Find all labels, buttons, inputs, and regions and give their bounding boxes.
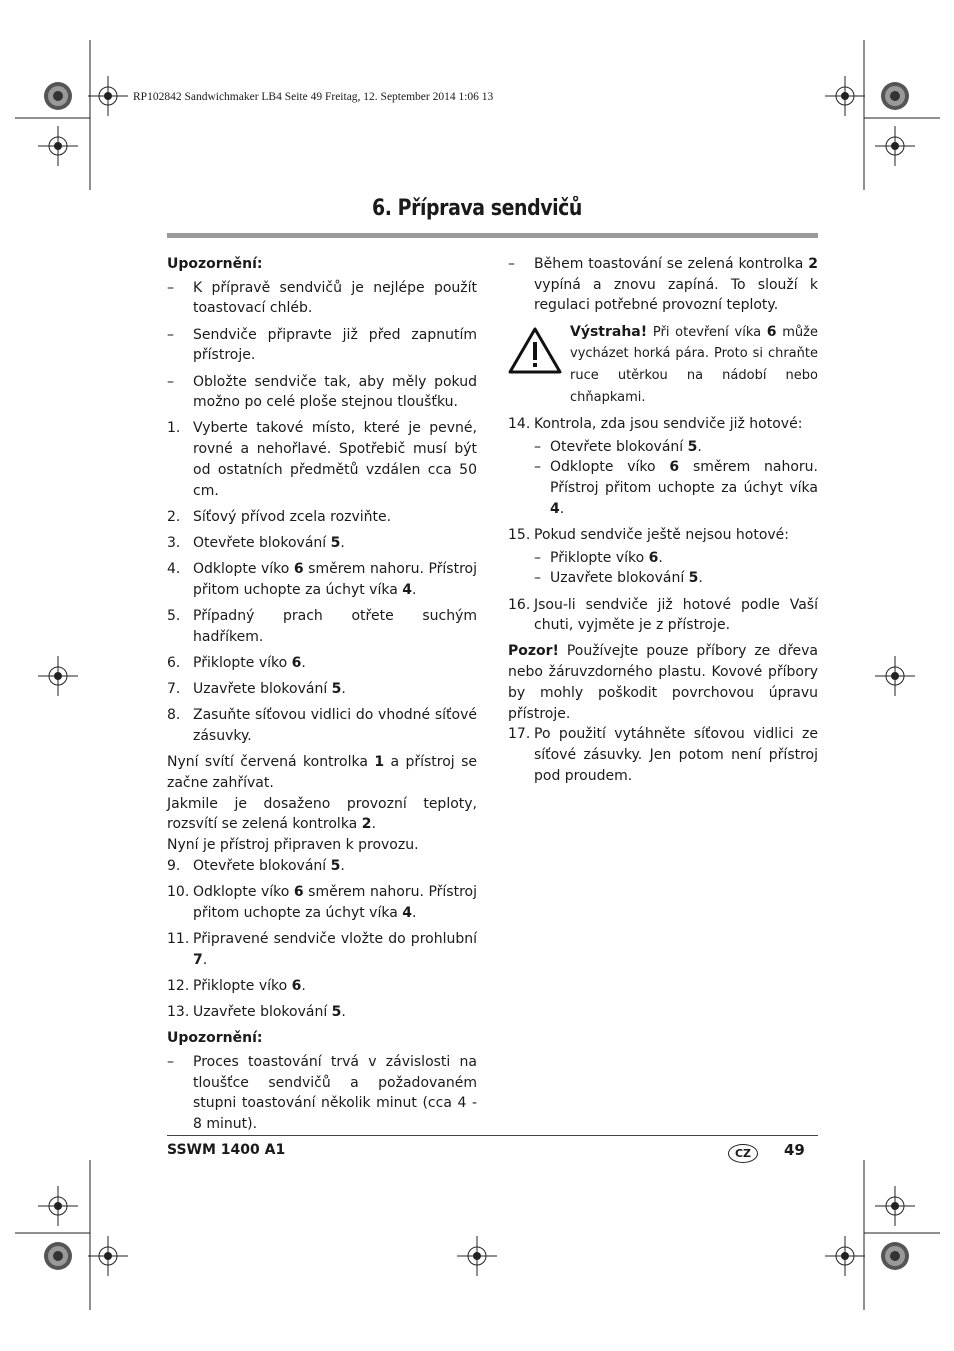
step8-paragraph-2: Jakmile je dosaženo provozní teploty, rozsvítí se zelená kontrolka 2. [167, 795, 477, 833]
step-item: 10. Odklopte víko 6 směrem nahoru. Přístroj přitom uchopte za úchyt víka 4. [167, 883, 477, 921]
sub-step-item: – Přiklopte víko 6. [534, 549, 663, 566]
sub-step-item: – Odklopte víko 6 směrem nahoru. Přístroj přitom uchopte za úchyt víka 4. [534, 459, 818, 517]
step-item: 8. Zasuňte síťovou vidlici do vhodné síťové zásuvky. [167, 707, 477, 745]
step8-paragraph-1: Nyní svítí červená kontrolka 1 a přístroj se začne zahřívat. [167, 754, 477, 791]
step-item: 6. Přiklopte víko 6. [167, 654, 306, 671]
note-item: – Proces toastování trvá v závislosti na tloušťce sendvičů a požadovaném stupni toastování několik minut (cca 4 - 8 minut). [167, 1053, 477, 1133]
step-item: 2. Síťový přívod zcela rozviňte. [167, 508, 392, 525]
step-16: 16. Jsou-li sendviče již hotové podle Vaší chuti, vyjměte je z přístroje. [508, 596, 818, 634]
step-item: 1. Vyberte takové místo, které je pevné, rovné a nehořlavé. Spotřebič musí být od ostatních předmětů vzdálen cca 50 cm. [167, 420, 477, 499]
page-number: 49 [784, 1141, 805, 1159]
step-14: 14. Kontrola, zda jsou sendviče již hotové: [508, 415, 803, 432]
note-heading: Upozornění: [167, 256, 263, 272]
step-item: 12. Přiklopte víko 6. [167, 977, 306, 994]
list-item: – Během toastování se zelená kontrolka 2 vypíná a znovu zapíná. To slouží k regulaci potřebné provozní teploty. [508, 256, 818, 314]
step-item: 3. Otevřete blokování 5. [167, 534, 345, 551]
step-item: 7. Uzavřete blokování 5. [167, 681, 346, 698]
step8-paragraph-3: Nyní je přístroj připraven k provozu. [167, 837, 419, 854]
title-divider [167, 233, 818, 238]
step-item: 5. Případný prach otřete suchým hadříkem. [167, 608, 477, 645]
warning-block: Výstraha! Při otevření víka 6 může vycházet horká pára. Proto si chraňte ruce utěrkou na nádobí nebo chňapkami. [508, 322, 818, 409]
step-15: 15. Pokud sendviče ještě nejsou hotové: [508, 526, 790, 543]
note-item: – Obložte sendviče tak, aby měly pokud možno po celé ploše stejnou tloušťku. [167, 373, 477, 411]
right-column [508, 254, 818, 792]
model-number: SSWM 1400 A1 [167, 1142, 286, 1158]
note-item: – Sendviče připravte již před zapnutím přístroje. [167, 326, 477, 364]
page-title: 6. Příprava sendvičů [372, 196, 582, 221]
sub-step-item: – Otevřete blokování 5. [534, 438, 702, 455]
language-badge: CZ [728, 1144, 758, 1163]
step-item: 4. Odklopte víko 6 směrem nahoru. Přístroj přitom uchopte za úchyt víka 4. [167, 561, 477, 598]
footer-divider [167, 1135, 818, 1136]
step-item: 9. Otevřete blokování 5. [167, 857, 345, 874]
step-item: 11. Připravené sendviče vložte do prohlubní 7. [167, 930, 477, 968]
sub-step-item: – Uzavřete blokování 5. [534, 570, 703, 587]
caution-paragraph: Pozor! Používejte pouze příbory ze dřeva nebo žáruvzdorného plastu. Kovové příbory by mohly poškodit povrchovou úpravu přístroje. [508, 643, 818, 722]
warning-triangle-icon [508, 322, 570, 409]
note-item: – K přípravě sendvičů je nejlépe použít toastovací chléb. [167, 279, 477, 317]
print-header: RP102842 Sandwichmaker LB4 Seite 49 Freitag, 12. September 2014 1:06 13 [133, 91, 494, 103]
step-17: 17. Po použití vytáhněte síťovou vidlici ze síťové zásuvky. Jen potom není přístroj pod proudem. [508, 726, 818, 784]
step-item: 13. Uzavřete blokování 5. [167, 1004, 346, 1020]
left-column [167, 254, 477, 1140]
note-heading-2: Upozornění: [167, 1030, 263, 1047]
